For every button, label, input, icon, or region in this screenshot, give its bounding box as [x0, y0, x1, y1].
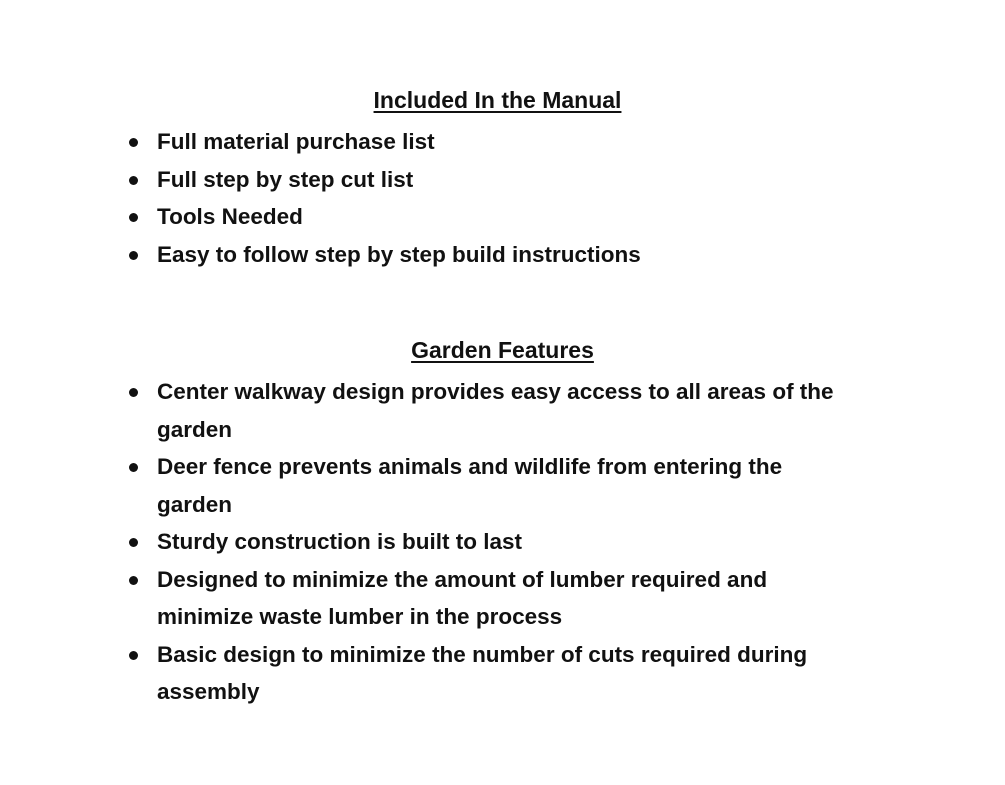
bullet-icon [129, 251, 138, 260]
list-item [126, 198, 886, 236]
list-item-text: Full material purchase list [157, 129, 435, 154]
features-list [126, 373, 886, 711]
list-item [126, 236, 886, 274]
list-item-text: Easy to follow step by step build instructions [157, 241, 641, 267]
bullet-icon [129, 651, 138, 660]
bullet-icon [129, 213, 138, 222]
list-item-text: Deer fence prevents animals and wildlife from entering the garden [157, 454, 783, 517]
list-item-text: Center walkway design provides easy access to all areas of the garden [157, 379, 834, 442]
list-item [126, 561, 857, 636]
list-item [126, 373, 887, 448]
list-item [126, 123, 886, 161]
manual-list [126, 123, 886, 273]
features-heading: Garden Features [411, 337, 594, 363]
bullet-icon [129, 176, 138, 185]
bullet-icon [129, 576, 138, 585]
list-item-text: Designed to minimize the amount of lumber required and minimize waste lumber in the process [157, 566, 768, 629]
manual-heading: Included In the Manual [373, 87, 622, 113]
list-item [126, 636, 847, 711]
bullet-icon [129, 388, 138, 397]
list-item [126, 523, 837, 561]
list-item-text: Basic design to minimize the number of cuts required during assembly [157, 641, 808, 704]
list-item-text: Tools Needed [157, 204, 303, 229]
list-item-text: Full step by step cut list [157, 166, 414, 192]
bullet-icon [129, 463, 138, 472]
list-item [126, 448, 857, 523]
features-section [0, 334, 1005, 711]
list-item-text: Sturdy construction is built to last [157, 529, 523, 554]
manual-section [0, 84, 1005, 273]
bullet-icon [129, 138, 138, 147]
list-item [126, 161, 886, 199]
bullet-icon [129, 538, 138, 547]
